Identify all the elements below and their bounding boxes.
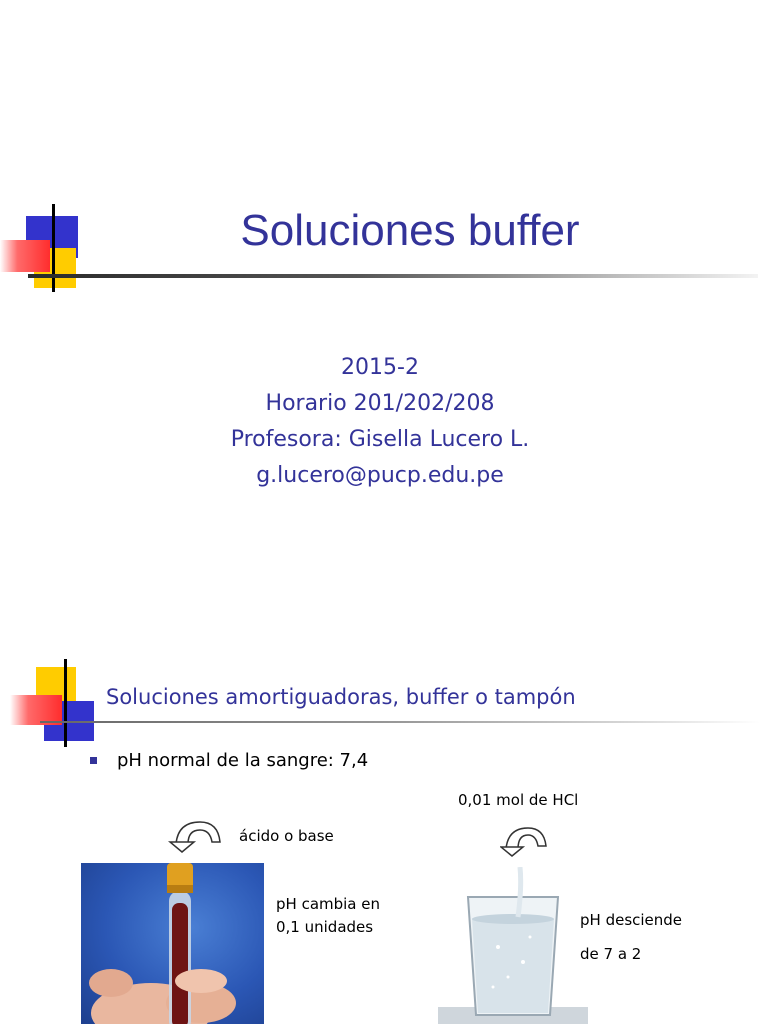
bullet-item [90, 750, 368, 771]
bullet-square-icon [90, 757, 97, 764]
subtitle-line: 2015-2 [341, 355, 419, 380]
subtitle-line: Profesora: Gisella Lucero L. [230, 427, 530, 452]
vertical-line [64, 659, 67, 747]
title-rule [40, 721, 760, 723]
bullet-text: pH normal de la sangre: 7,4 [117, 750, 369, 771]
result-line: pH desciende [580, 911, 683, 929]
arrow-label: ácido o base [239, 827, 334, 845]
subtitle-block [150, 350, 610, 494]
water-glass-image [438, 867, 588, 1024]
title-rule [28, 274, 758, 278]
slide-2 [0, 645, 768, 1024]
result-text [276, 893, 380, 939]
result-line: 0,1 unidades [276, 918, 374, 936]
result-text [580, 903, 682, 971]
curved-arrow-icon [500, 823, 550, 857]
slide-title: Soluciones amortiguadoras, buffer o tampón [106, 685, 576, 709]
vertical-line [52, 204, 55, 292]
result-line: pH cambia en [276, 895, 381, 913]
subtitle-line: g.lucero@pucp.edu.pe [256, 463, 504, 488]
slide-title: Soluciones buffer [240, 206, 580, 255]
blood-tube-image [81, 863, 264, 1024]
result-line: de 7 a 2 [580, 945, 642, 963]
subtitle-line: Horario 201/202/208 [265, 391, 495, 416]
reagent-label: 0,01 mol de HCl [458, 791, 579, 809]
curved-arrow-icon [168, 816, 224, 854]
red-block [0, 240, 50, 272]
